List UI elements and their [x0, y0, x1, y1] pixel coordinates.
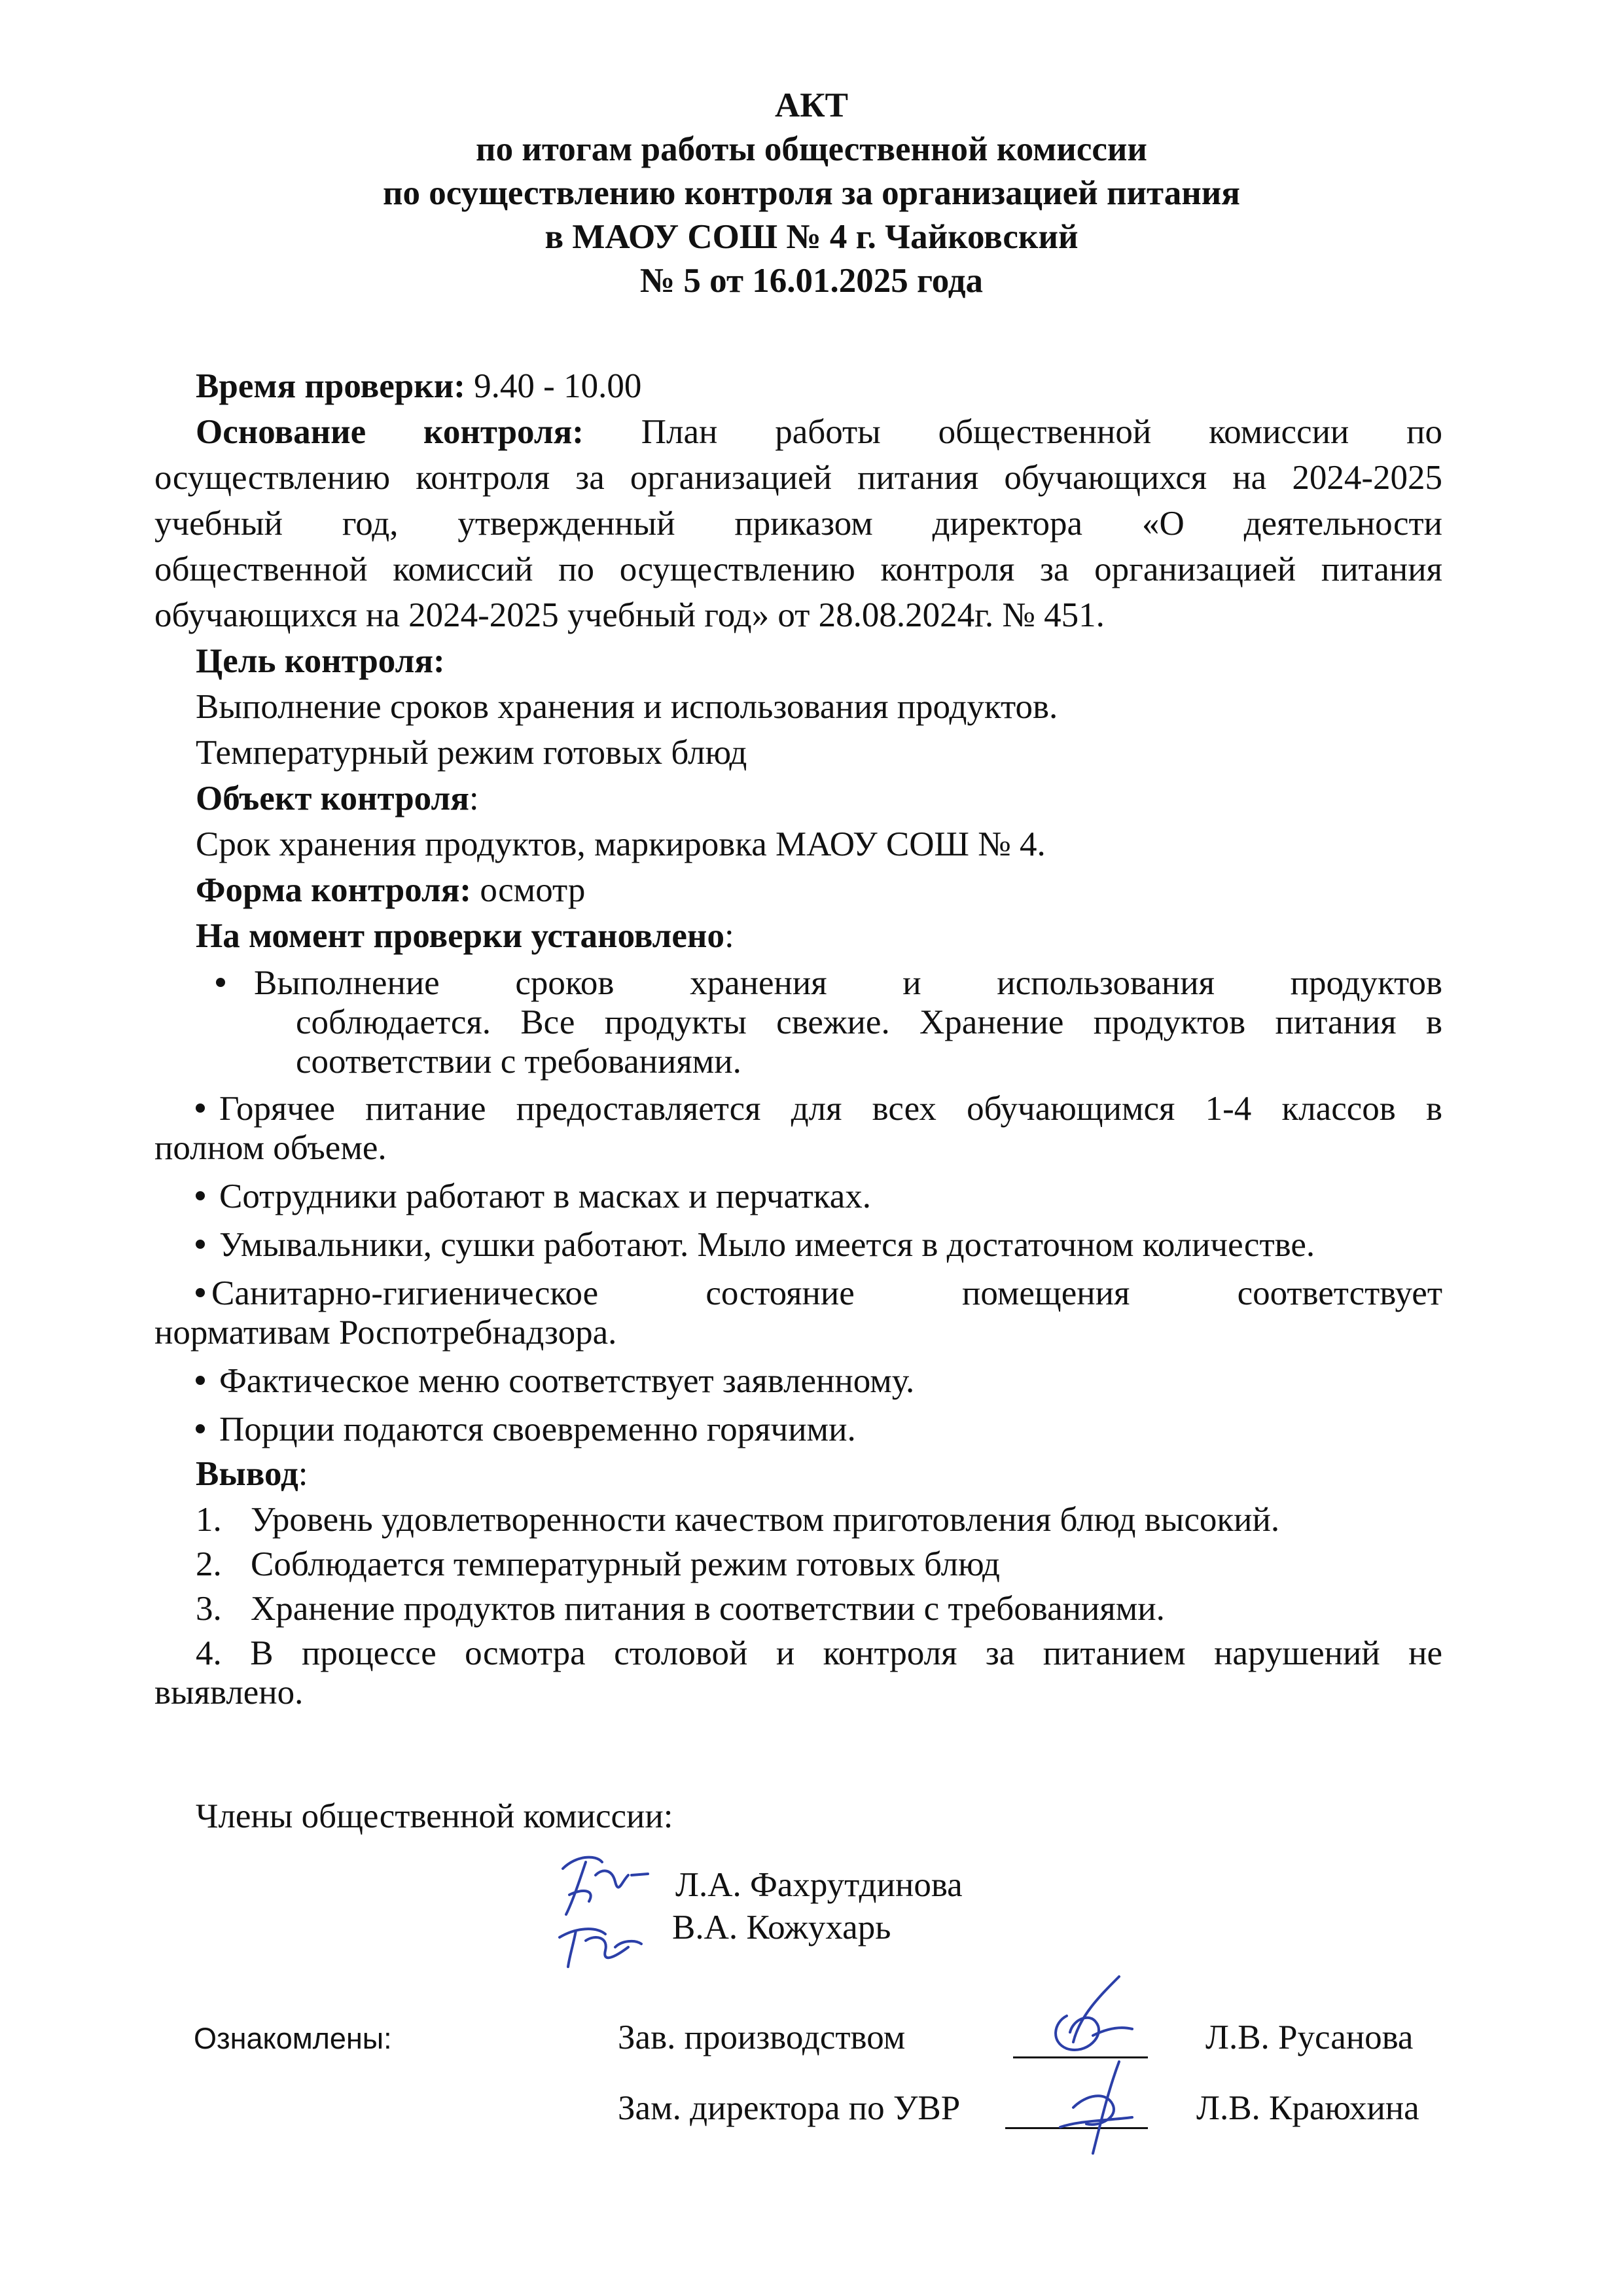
member-2-name: В.А. Кожухарь — [672, 1909, 891, 1946]
found-item-2-line: полном объеме. — [154, 1129, 387, 1167]
time-row — [154, 367, 1442, 406]
form-label: Форма контроля: — [196, 871, 472, 909]
found-item-5-line: нормативам Роспотребнадзора. — [154, 1314, 617, 1352]
conclusion-label-row — [154, 1454, 1442, 1494]
basis-text: План работы общественной комиссии по — [641, 413, 1442, 451]
basis-line: обучающихся на 2024-2025 учебный год» от 28.08.2024г. № 451. — [154, 596, 1105, 634]
found-item-text: Горячее питание предоставляется для всех обучающимся 1-4 классов в — [219, 1090, 1442, 1128]
conclusion-item-2 — [154, 1545, 1442, 1584]
colon: : — [724, 917, 734, 955]
role-2: Зам. директора по УВР — [618, 2089, 961, 2127]
time-value: 9.40 - 10.00 — [465, 367, 642, 405]
colon: : — [469, 780, 479, 817]
item-number: 2. — [196, 1545, 222, 1583]
document-title — [0, 84, 1623, 303]
found-item-text: Сотрудники работают в масках и перчатках. — [219, 1177, 872, 1215]
title-line: в МАОУ СОШ № 4 г. Чайковский — [544, 218, 1079, 256]
signature-scribble-icon — [550, 1842, 674, 1973]
title-line: по осуществлению контроля за организацией питания — [383, 174, 1240, 212]
goal-line: Выполнение сроков хранения и использования продуктов. — [196, 688, 1058, 726]
found-item-5-line — [154, 1274, 1442, 1313]
conclusion-label: Вывод — [196, 1455, 298, 1493]
members-label: Члены общественной комиссии: — [196, 1797, 673, 1835]
bullet-icon — [196, 1376, 205, 1385]
found-item-text: Порции подаются своевременно горячими. — [219, 1410, 856, 1448]
found-item-text: Выполнение сроков хранения и использования продуктов — [254, 964, 1442, 1002]
role-1: Зав. производством — [618, 2018, 906, 2056]
bullet-icon — [196, 1103, 205, 1113]
conclusion-item-4 — [154, 1634, 1442, 1673]
conclusion-item-1 — [154, 1500, 1442, 1539]
colon: : — [298, 1455, 308, 1493]
signature-scribble-icon — [1047, 2055, 1145, 2160]
basis-row — [154, 412, 1442, 452]
item-number: 3. — [196, 1590, 222, 1628]
name-1: Л.В. Русанова — [1205, 2018, 1414, 2056]
title-line: по итогам работы общественной комиссии — [476, 130, 1147, 168]
conclusion-item-4-cont: выявлено. — [154, 1674, 304, 1712]
form-row — [154, 870, 1442, 910]
conclusion-item-3 — [154, 1589, 1442, 1628]
basis-line: учебный год, утвержденный приказом директора «О деятельности — [154, 505, 1442, 543]
found-item-4 — [154, 1225, 1442, 1265]
found-item-1-line: соответствии с требованиями. — [296, 1043, 741, 1081]
found-item-text: Умывальники, сушки работают. Мыло имеется в достаточном количестве. — [219, 1226, 1315, 1264]
bullet-icon — [196, 1240, 205, 1249]
found-item-text: Санитарно-гигиеническое состояние помещения соответствует — [211, 1274, 1442, 1312]
found-item-1-line — [254, 963, 1442, 1003]
found-item-3 — [154, 1177, 1442, 1216]
found-item-7 — [154, 1410, 1442, 1449]
found-item-text: Фактическое меню соответствует заявленному. — [219, 1362, 915, 1400]
item-text: Соблюдается температурный режим готовых блюд — [251, 1545, 1000, 1583]
title-line: АКТ — [774, 86, 849, 124]
time-label: Время проверки: — [196, 367, 465, 405]
object-label: Объект контроля — [196, 780, 469, 817]
item-text: В процессе осмотра столовой и контроля за питанием нарушений не — [250, 1634, 1443, 1672]
item-text: Хранение продуктов питания в соответствии с требованиями. — [251, 1590, 1165, 1628]
found-item-1-line: соблюдается. Все продукты свежие. Хранение продуктов питания в — [296, 1003, 1442, 1041]
found-label-row — [154, 916, 1442, 956]
signature-scribble-icon — [1034, 1970, 1145, 2062]
basis-label: Основание контроля: — [196, 413, 584, 451]
object-value: Срок хранения продуктов, маркировка МАОУ СОШ № 4. — [196, 825, 1046, 863]
found-label: На момент проверки установлено — [196, 917, 724, 955]
member-1-name: Л.А. Фахрутдинова — [675, 1866, 963, 1904]
item-text: Уровень удовлетворенности качеством приготовления блюд высокий. — [251, 1501, 1280, 1539]
name-2: Л.В. Краюхина — [1196, 2089, 1419, 2127]
item-number: 4. — [196, 1634, 222, 1672]
bullet-icon — [196, 1424, 205, 1433]
bullet-icon — [196, 1288, 205, 1297]
acquainted-label: Ознакомлены: — [194, 2022, 392, 2055]
object-label-row — [154, 779, 1442, 818]
goal-line: Температурный режим готовых блюд — [196, 734, 747, 772]
found-item-2-line — [154, 1089, 1442, 1128]
goal-label-row — [154, 641, 1442, 681]
basis-line: осуществлению контроля за организацией питания обучающихся на 2024-2025 — [154, 459, 1442, 497]
basis-line: общественной комиссий по осуществлению контроля за организацией питания — [154, 550, 1442, 588]
found-item-6 — [154, 1361, 1442, 1401]
bullet-icon — [196, 1191, 205, 1200]
title-line: № 5 от 16.01.2025 года — [639, 262, 984, 300]
form-value: осмотр — [471, 871, 586, 909]
goal-label: Цель контроля: — [196, 642, 445, 680]
item-number: 1. — [196, 1501, 222, 1539]
bullet-icon — [216, 978, 225, 987]
